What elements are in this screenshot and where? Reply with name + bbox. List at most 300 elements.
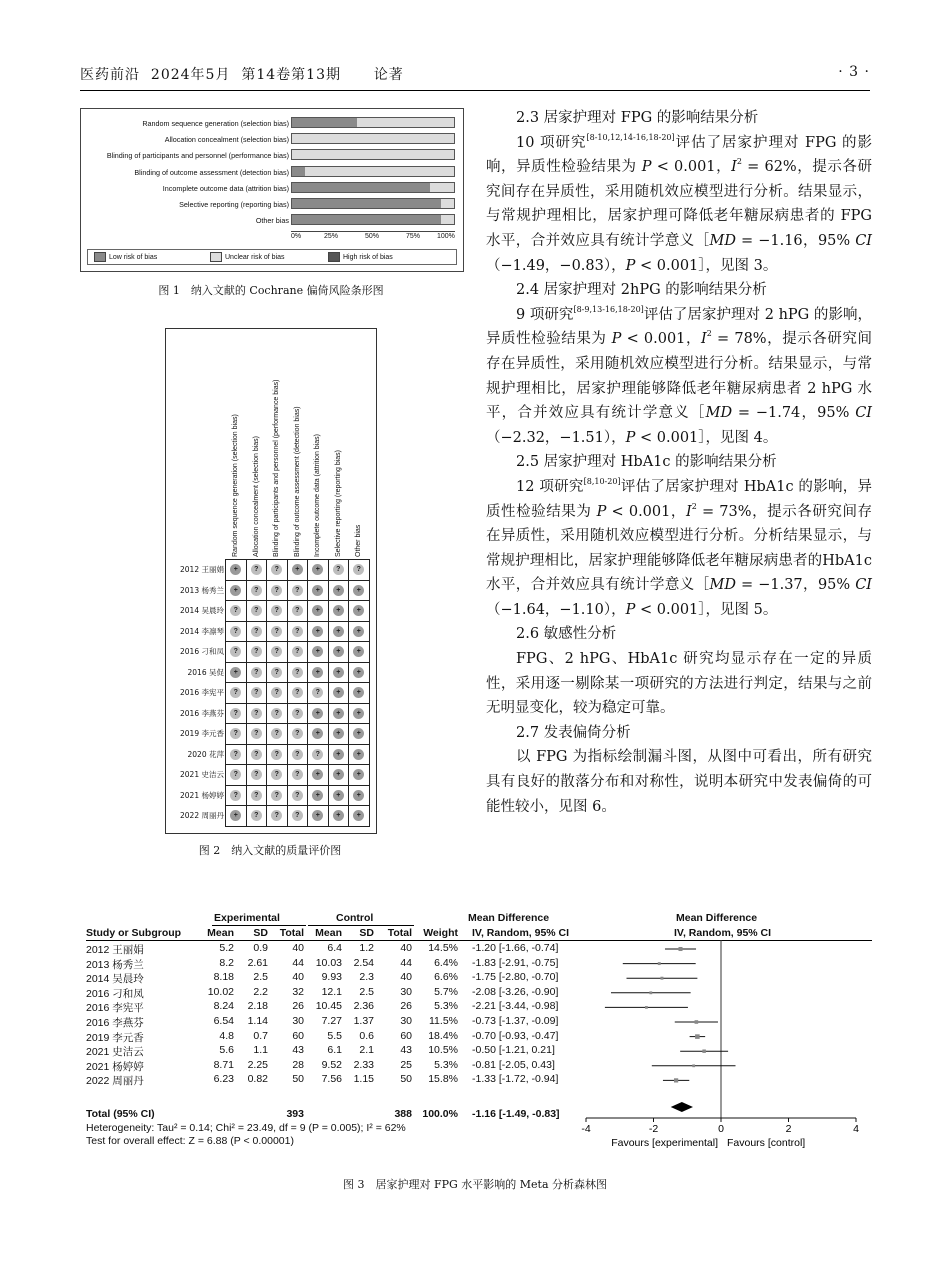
summary-cell [247,724,268,745]
forest-cell-e-mean: 8.2 [219,956,234,969]
unclear-risk-icon: ? [353,564,364,575]
header-mean-difference: Mean Difference [468,912,550,924]
forest-cell-study: 2022 周丽丹 [86,1075,144,1088]
summary-row [226,642,370,663]
summary-cell [329,765,350,786]
summary-cell [329,806,350,827]
unclear-risk-icon: ? [230,646,241,657]
bias-bar [291,198,455,209]
summary-cell [349,581,370,602]
total-c: 388 [394,1108,412,1120]
forest-cell-e-sd: 1.1 [253,1044,268,1057]
forest-cell-c-total: 60 [400,1029,412,1042]
summary-cell [288,683,309,704]
summary-column-header-text: Random sequence generation (selection bias) [232,414,239,557]
figure2-grid [225,559,370,827]
bias-axis-tick: 75% [406,233,421,240]
forest-cell-c-total: 40 [400,971,412,984]
unclear-risk-icon: ? [230,728,241,739]
low-risk-icon: + [312,769,323,780]
x-axis-tick-label: 4 [853,1123,859,1135]
section-2-4-paragraph: 9 项研究[8-9,13-16,18-20]评估了居家护理对 2 hPG 的影响，异质性检验结果为 P < 0.001，$I^2 = 78\%$，提示各研究间存在异质性，采用随机效应模型进行分析。结果显示，与常规护理相比，居家护理能够降低老年糖尿病患者 2 hPG 水平，合并效应具有统计学意义［MD = −1.74，95% CI（−2.32，−1.51），P < 0.001］，见图 4。 [486,304,873,446]
forest-cell-c-sd: 2.54 [353,956,374,969]
summary-cell [247,581,268,602]
legend-low [94,252,157,262]
low-risk-icon: + [353,790,364,801]
header-c-sd: SD [359,927,374,939]
forest-cell-e-sd: 2.18 [247,1000,268,1013]
legend-high-label: High risk of bias [343,253,393,261]
low-risk-icon: + [230,564,241,575]
low-risk-icon: + [353,646,364,657]
summary-row [226,622,370,643]
unclear-risk-icon: ? [271,585,282,596]
forest-cell-c-sd: 2.3 [359,971,374,984]
forest-cell-weight: 5.3% [434,1058,458,1071]
unclear-risk-icon: ? [230,708,241,719]
summary-cell [226,642,247,663]
summary-column-header-text: Blinding of outcome assessment (detection bias) [293,406,301,557]
forest-cell-e-sd: 0.82 [247,1073,268,1086]
unclear-risk-icon: ? [271,646,282,657]
unclear-risk-icon: ? [230,626,241,637]
forest-cell-c-sd: 2.36 [353,1000,374,1013]
legend-unclear-label: Unclear risk of bias [225,253,285,261]
forest-cell-e-total: 40 [292,942,304,954]
unclear-risk-icon: ? [251,605,262,616]
forest-cell-study: 2012 王丽娟 [86,944,144,956]
header-rule [80,90,870,91]
unclear-risk-icon: ? [292,585,303,596]
bias-domain-label: Allocation concealment (selection bias) [164,135,289,145]
summary-cell [288,642,309,663]
summary-cell [288,745,309,766]
low-risk-icon: + [312,626,323,637]
forest-cell-c-total: 40 [400,942,412,954]
summary-cell [288,601,309,622]
summary-cell [226,663,247,684]
bias-domain-label: Other bias [255,216,289,226]
summary-cell [226,806,247,827]
summary-row [226,745,370,766]
unclear-risk-icon: ? [271,790,282,801]
section-2-3-heading: 2.3 居家护理对 FPG 的影响结果分析 [516,110,759,126]
summary-cell [247,663,268,684]
summary-cell [329,724,350,745]
section-2-6-paragraph: FPG、2 hPG、HbA1c 研究均显示存在一定的异质性，采用逐一剔除某一项研究的方法进行判定，结果与之前无明显变化，较为稳定可靠。 [486,651,872,717]
low-risk-icon: + [333,687,344,698]
forest-cell-c-total: 44 [400,956,412,969]
summary-cell [308,745,329,766]
summary-cell [349,765,370,786]
summary-cell [247,704,268,725]
unclear-risk-icon: ? [292,626,303,637]
running-header [80,64,870,84]
unclear-risk-icon: ? [292,728,303,739]
forest-cell-c-total: 26 [400,1000,412,1013]
summary-row [226,601,370,622]
summary-cell [247,683,268,704]
summary-cell [247,806,268,827]
forest-cell-e-total: 44 [292,956,304,969]
summary-cell [308,622,329,643]
low-risk-icon: + [312,810,323,821]
summary-study-label: 2021 杨婷婷 [180,790,224,800]
header-method: IV, Random, 95% CI [472,927,570,939]
forest-cell-c-mean: 6.1 [327,1044,342,1057]
heterogeneity-text: Heterogeneity: Tau² = 0.14; Chi² = 23.49, df = 9 (P = 0.005); I² = 62% [86,1122,406,1134]
x-axis-tick-label: -4 [581,1123,591,1135]
low-risk-icon: + [353,708,364,719]
summary-study-label: 2016 李宪平 [180,688,224,697]
forest-cell-e-sd: 2.61 [247,956,268,969]
figure1-caption: 图 1 纳入文献的 Cochrane 偏倚风险条形图 [158,284,384,297]
summary-column-header [311,337,325,557]
unclear-risk-icon: ? [292,605,303,616]
forest-cell-e-total: 60 [292,1029,304,1042]
summary-column-header-text: Blinding of participants and personnel (performance bias) [273,379,280,557]
summary-cell [349,724,370,745]
forest-cell-e-sd: 1.14 [247,1015,268,1027]
summary-study-label: 2021 史洁云 [180,770,224,779]
forest-cell-e-sd: 0.7 [253,1029,268,1042]
low-risk-icon: + [353,749,364,760]
summary-cell [267,560,288,581]
forest-cell-e-sd: 2.25 [247,1058,268,1071]
summary-cell [329,581,350,602]
summary-study-label: 2012 王丽娟 [180,565,224,574]
forest-cell-c-total: 30 [400,985,412,998]
unclear-risk-icon: ? [251,769,262,780]
forest-cell-ci-text: -0.70 [-0.93, -0.47] [472,1029,559,1042]
summary-column-header [270,337,284,557]
summary-cell [267,683,288,704]
summary-cell [349,786,370,807]
unclear-risk-icon: ? [230,687,241,698]
summary-cell [288,622,309,643]
unclear-risk-icon: ? [292,749,303,760]
summary-study-label: 2019 李元香 [180,729,224,738]
forest-cell-c-total: 25 [400,1058,412,1071]
unclear-risk-icon: ? [230,769,241,780]
forest-cell-c-mean: 9.93 [321,971,342,984]
forest-cell-ci-text: -1.83 [-2.91, -0.75] [472,956,559,969]
summary-cell [349,745,370,766]
forest-cell-e-mean: 6.54 [213,1015,234,1027]
summary-cell [267,622,288,643]
summary-cell [267,663,288,684]
volume-number: 第14卷第13期 [241,67,341,83]
summary-column-header-text: Selective reporting (reporting bias) [334,450,342,557]
summary-cell [329,560,350,581]
study-point [692,1064,695,1067]
summary-cell [226,622,247,643]
bias-bar [291,214,455,225]
summary-cell [349,683,370,704]
summary-cell [288,786,309,807]
unclear-risk-icon: ? [292,667,303,678]
forest-cell-c-sd: 1.15 [353,1073,374,1086]
figure2-bias-summary [165,328,377,834]
summary-cell [349,622,370,643]
forest-cell-e-sd: 0.9 [253,942,268,954]
bias-axis-tick: 25% [324,233,339,240]
bias-bar-low-segment [292,199,441,208]
summary-study-label: 2022 周丽丹 [180,811,224,820]
summary-study-label: 2013 杨秀兰 [180,585,224,595]
low-risk-icon: + [333,585,344,596]
summary-cell [349,642,370,663]
forest-cell-e-total: 26 [292,1000,304,1013]
unclear-risk-icon: ? [271,749,282,760]
summary-cell [267,745,288,766]
bias-axis-tick: 100% [437,233,455,240]
figure1-legend [87,249,457,265]
header-e-total: Total [279,927,304,939]
forest-cell-ci-text: -1.20 [-1.66, -0.74] [472,942,559,954]
forest-cell-c-mean: 9.52 [321,1058,342,1071]
figure3-forest-plot [86,910,872,1172]
summary-cell [308,786,329,807]
figure3-caption: 图 3 居家护理对 FPG 水平影响的 Meta 分析森林图 [342,1178,608,1191]
header-experimental: Experimental [214,912,280,924]
summary-cell [329,704,350,725]
summary-cell [247,560,268,581]
summary-cell [329,683,350,704]
unclear-risk-icon: ? [292,769,303,780]
low-risk-icon: + [230,667,241,678]
total-weight: 100.0% [422,1108,458,1120]
bias-domain-label: Selective reporting (reporting bias) [179,200,289,209]
section-2-7-paragraph: 以 FPG 为指标绘制漏斗图，从图中可看出，所有研究具有良好的散落分布和对称性，说明本研究中发表偏倚的可能性较小，见图 6。 [486,749,872,815]
low-risk-icon: + [333,605,344,616]
header-study: Study or Subgroup [86,927,182,939]
unclear-risk-icon: ? [312,749,323,760]
forest-cell-ci-text: -0.50 [-1.21, 0.21] [472,1044,555,1057]
forest-cell-c-mean: 12.1 [321,985,342,998]
summary-cell [247,786,268,807]
summary-study-label: 2014 吴晨玲 [180,606,224,615]
section-2-4-heading: 2.4 居家护理对 2hPG 的影响结果分析 [516,282,767,299]
bias-domain-label: Blinding of outcome assessment (detection bias) [134,167,289,177]
low-risk-icon: + [353,605,364,616]
study-point [649,991,652,994]
forest-cell-c-sd: 1.37 [353,1015,374,1027]
unclear-risk-icon: ? [251,728,262,739]
summary-study-label: 2016 李燕芬 [180,708,224,718]
pooled-diamond [671,1102,693,1112]
summary-column-header-text: Allocation concealment (selection bias) [252,435,260,557]
forest-cell-weight: 15.8% [428,1073,458,1086]
legend-unclear [210,252,285,262]
summary-cell [308,704,329,725]
summary-study-label: 2020 花萍 [187,749,224,759]
header-c-total: Total [387,927,412,939]
forest-cell-c-sd: 2.33 [353,1058,374,1071]
forest-cell-ci-text: -1.75 [-2.80, -0.70] [472,971,559,984]
summary-cell [267,786,288,807]
unclear-risk-icon: ? [251,564,262,575]
summary-cell [329,663,350,684]
bias-bar [291,133,455,144]
summary-row [226,683,370,704]
forest-cell-c-total: 43 [400,1044,412,1057]
low-risk-icon: + [353,769,364,780]
summary-row [226,560,370,581]
forest-cell-e-mean: 8.18 [213,971,234,984]
unclear-risk-icon: ? [292,646,303,657]
summary-row [226,786,370,807]
unclear-risk-icon: ? [251,667,262,678]
forest-cell-c-mean: 10.45 [315,1000,342,1013]
forest-cell-e-mean: 4.8 [219,1029,234,1042]
summary-cell [288,806,309,827]
header-method-right: IV, Random, 95% CI [674,927,772,939]
low-risk-icon: + [312,728,323,739]
summary-column-header-text: Incomplete outcome data (attrition bias) [314,434,321,557]
total-e: 393 [286,1108,304,1120]
unclear-risk-icon: ? [271,728,282,739]
forest-cell-study: 2021 杨婷婷 [86,1060,144,1073]
forest-cell-ci-text: -0.73 [-1.37, -0.09] [472,1015,559,1027]
forest-cell-e-total: 50 [292,1073,304,1086]
summary-cell [288,704,309,725]
bias-bar-low-segment [292,183,430,192]
low-risk-icon: + [353,728,364,739]
unclear-risk-icon: ? [251,585,262,596]
bias-domain-label: Blinding of participants and personnel (performance bias) [106,151,289,161]
unclear-risk-icon: ? [251,749,262,760]
summary-cell [308,601,329,622]
header-e-sd: SD [253,927,268,939]
summary-cell [267,724,288,745]
forest-cell-c-mean: 5.5 [327,1029,342,1042]
summary-column-header [250,337,264,557]
summary-cell [226,745,247,766]
summary-cell [308,642,329,663]
forest-cell-e-total: 28 [292,1058,304,1071]
summary-cell [267,601,288,622]
forest-cell-e-total: 43 [292,1044,304,1057]
x-axis-tick-label: -2 [648,1123,659,1135]
forest-cell-weight: 6.6% [434,971,458,984]
forest-cell-study: 2016 刁和凤 [86,987,144,1000]
bias-bar [291,166,455,177]
forest-cell-weight: 6.4% [434,956,458,969]
summary-row [226,765,370,786]
low-risk-icon: + [333,728,344,739]
total-label: Total (95% CI) [86,1108,155,1120]
summary-cell [226,581,247,602]
summary-cell [267,642,288,663]
figure2-caption: 图 2 纳入文献的质量评价图 [198,844,342,857]
forest-cell-e-mean: 8.24 [213,1000,234,1013]
study-point [702,1049,705,1052]
forest-cell-ci-text: -1.33 [-1.72, -0.94] [472,1073,559,1086]
low-risk-icon: + [353,626,364,637]
bias-bar-low-segment [292,167,305,176]
summary-cell [267,704,288,725]
low-risk-icon: + [312,667,323,678]
forest-cell-c-mean: 6.4 [327,942,342,954]
summary-cell [247,622,268,643]
summary-column-header [332,337,346,557]
legend-swatch-low [94,252,106,262]
forest-cell-c-mean: 7.27 [321,1015,342,1027]
unclear-risk-icon: ? [251,790,262,801]
low-risk-icon: + [333,708,344,719]
summary-cell [288,581,309,602]
low-risk-icon: + [312,605,323,616]
bias-bar [291,182,455,193]
unclear-risk-icon: ? [292,810,303,821]
column-name: 论著 [373,67,404,83]
forest-cell-c-sd: 0.6 [359,1029,374,1042]
study-point [695,1020,699,1024]
unclear-risk-icon: ? [271,564,282,575]
bias-axis-tick: 50% [365,233,380,240]
unclear-risk-icon: ? [271,605,282,616]
summary-column-header [352,337,366,557]
low-risk-icon: + [333,769,344,780]
bias-bar [291,149,455,160]
forest-cell-ci-text: -2.21 [-3.44, -0.98] [472,1000,559,1013]
forest-cell-c-total: 50 [400,1073,412,1086]
overall-effect-text: Test for overall effect: Z = 6.88 (P < 0.00001) [86,1135,294,1147]
unclear-risk-icon: ? [271,626,282,637]
study-point [660,977,663,980]
study-point [658,962,661,965]
forest-cell-weight: 10.5% [428,1044,458,1057]
low-risk-icon: + [292,564,303,575]
low-risk-icon: + [312,790,323,801]
section-2-7-heading: 2.7 发表偏倚分析 [516,724,631,741]
low-risk-icon: + [353,687,364,698]
forest-cell-study: 2016 李宪平 [86,1002,144,1015]
summary-cell [226,601,247,622]
summary-cell [267,806,288,827]
favours-control-label: Favours [control] [727,1137,806,1149]
legend-high [328,252,393,262]
summary-row [226,724,370,745]
low-risk-icon: + [230,585,241,596]
control-underline [308,925,414,926]
forest-cell-weight: 5.3% [434,1000,458,1013]
bias-bar-low-segment [292,215,441,224]
unclear-risk-icon: ? [271,667,282,678]
forest-cell-e-sd: 2.5 [253,971,268,984]
header-c-mean: Mean [315,927,342,939]
summary-cell [308,683,329,704]
bias-axis-line [291,231,455,232]
low-risk-icon: + [353,667,364,678]
summary-cell [247,642,268,663]
section-2-5-heading: 2.5 居家护理对 HbA1c 的影响结果分析 [516,454,777,471]
summary-column-header [291,337,305,557]
study-point [695,1034,700,1039]
legend-low-label: Low risk of bias [109,253,158,261]
summary-cell [349,601,370,622]
unclear-risk-icon: ? [230,790,241,801]
forest-cell-study: 2016 李燕芬 [86,1017,144,1029]
summary-cell [329,622,350,643]
summary-row [226,581,370,602]
low-risk-icon: + [312,564,323,575]
bias-bar-low-segment [292,118,357,127]
unclear-risk-icon: ? [251,708,262,719]
bias-axis-tick: 0% [291,233,302,240]
unclear-risk-icon: ? [292,790,303,801]
